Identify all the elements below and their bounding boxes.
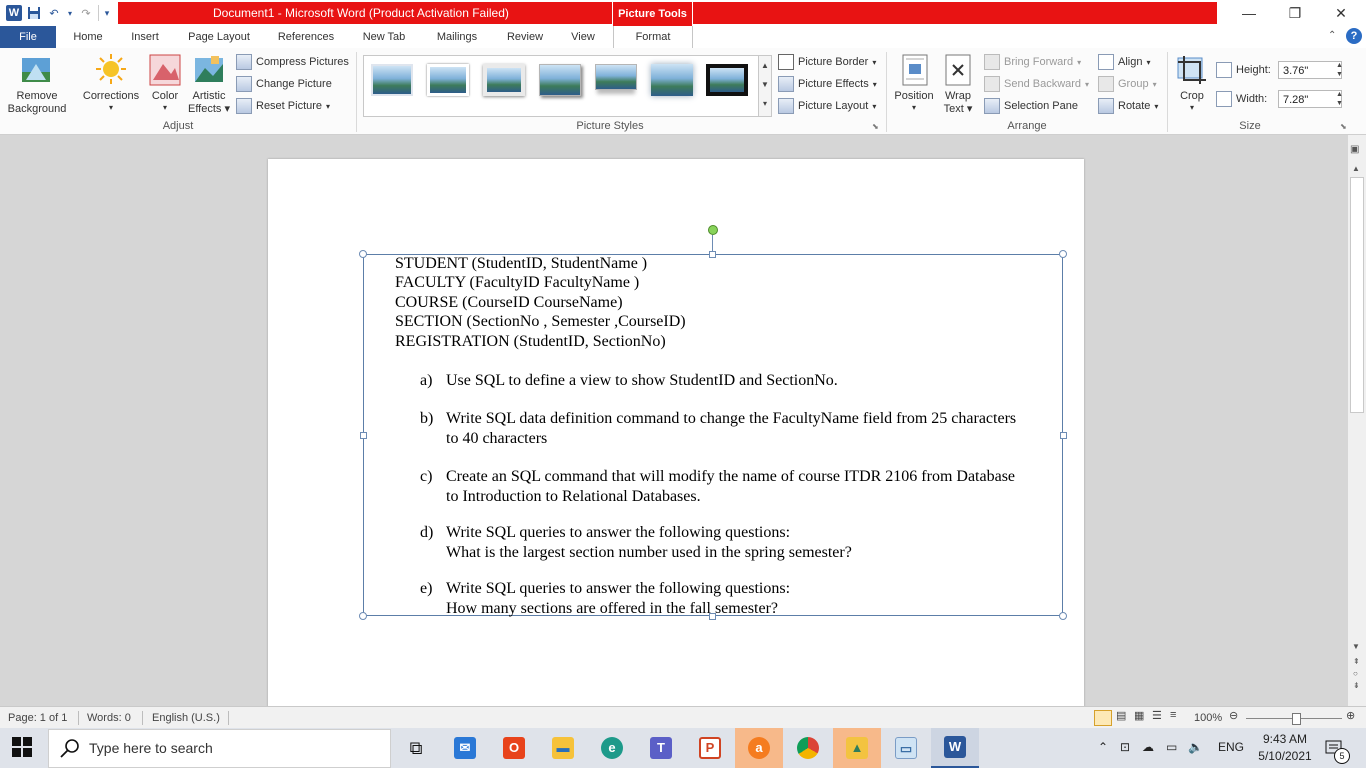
change-picture-button[interactable] <box>236 74 332 94</box>
compress-pictures-icon <box>236 54 252 70</box>
reset-picture-dropdown-icon: ▾ <box>326 101 331 111</box>
align-button[interactable] <box>1098 52 1150 72</box>
browse-object-icon[interactable]: ⇞ ○ ⇟ <box>1353 657 1360 690</box>
corrections-dropdown-icon: ▾ <box>108 103 113 112</box>
task-view-icon: ⧉ <box>409 737 423 758</box>
crop-label: Crop <box>1180 90 1204 102</box>
status-separator <box>228 711 229 725</box>
picture-tools-context-label: Picture Tools <box>613 2 692 26</box>
full-screen-reading-icon[interactable]: ▤ <box>1116 710 1127 722</box>
language-indicator[interactable]: English (U.S.) <box>152 712 220 724</box>
reset-picture-button[interactable] <box>236 96 330 116</box>
resize-handle-bottom-right[interactable] <box>1059 612 1067 620</box>
picture-style-thumbnail[interactable] <box>483 64 525 96</box>
artistic-effects-icon <box>193 54 225 86</box>
schema-line-registration: REGISTRATION (StudentID, SectionNo) <box>395 333 666 350</box>
selection-pane-label: Selection Pane <box>1004 100 1078 112</box>
group-label: Group <box>1118 78 1149 90</box>
group-separator <box>356 52 357 132</box>
group-separator <box>886 52 887 132</box>
question-label: b) <box>420 410 434 427</box>
position-label: Position <box>894 90 934 102</box>
word-app-icon[interactable]: W <box>6 5 22 21</box>
scroll-down-icon[interactable]: ▼ <box>1352 642 1360 651</box>
taskbar-app-photos[interactable] <box>833 728 881 768</box>
network-icon[interactable]: ⊡ <box>1120 740 1131 754</box>
question-text: Use SQL to define a view to show StudentID and SectionNo. <box>446 372 838 389</box>
picture-effects-label: Picture Effects <box>798 78 869 90</box>
rotate-icon <box>1098 98 1114 114</box>
width-control <box>1216 89 1267 109</box>
selection-pane-icon <box>984 98 1000 114</box>
restore-button[interactable]: ❐ <box>1288 5 1302 21</box>
tab-insert[interactable]: Insert <box>131 31 159 43</box>
align-dropdown-icon: ▾ <box>1146 57 1151 67</box>
quick-access-toolbar <box>0 0 115 26</box>
tab-new-tab[interactable]: New Tab <box>362 31 406 43</box>
word-count[interactable]: Words: 0 <box>87 712 131 724</box>
change-picture-icon <box>236 76 252 92</box>
width-icon <box>1216 91 1232 107</box>
undo-dropdown-icon[interactable]: ▾ <box>67 8 72 18</box>
mail-icon: ✉ <box>454 737 476 759</box>
resize-handle-top-left[interactable] <box>359 250 367 258</box>
height-spinner-icon[interactable]: ▲ ▼ <box>1336 62 1343 78</box>
crop-dropdown-icon: ▾ <box>1189 103 1194 112</box>
windows-start-icon[interactable] <box>12 737 32 760</box>
picture-border-icon <box>778 54 794 70</box>
close-button[interactable]: ✕ <box>1335 5 1347 21</box>
zoom-out-icon[interactable]: ⊖ <box>1229 710 1239 722</box>
task-view-button[interactable] <box>392 728 440 768</box>
picture-style-thumbnail[interactable] <box>595 64 637 90</box>
bring-forward-button[interactable] <box>984 52 1081 72</box>
picture-style-thumbnail[interactable] <box>371 64 413 96</box>
clock-date: 5/10/2021 <box>1258 749 1312 763</box>
draft-view-icon[interactable]: ≡ <box>1170 709 1177 721</box>
wrap-text-label-text: Text <box>943 103 964 115</box>
picture-styles-group-label: Picture Styles <box>576 120 644 132</box>
picture-layout-label: Picture Layout <box>798 100 869 112</box>
schema-line-section: SECTION (SectionNo , Semester ,CourseID) <box>395 313 686 330</box>
battery-icon[interactable]: ▭ <box>1166 740 1178 754</box>
arrange-group-label: Arrange <box>1007 120 1047 132</box>
schema-line-course: COURSE (CourseID CourseName) <box>395 294 623 311</box>
rotate-dropdown-icon: ▾ <box>1154 101 1159 111</box>
taskbar-app-powerpoint[interactable] <box>686 728 734 768</box>
input-language[interactable]: ENG <box>1218 740 1245 754</box>
remove-background-label-line1: Remove <box>16 90 58 102</box>
scroll-up-icon[interactable]: ▲ <box>1352 164 1360 173</box>
taskbar-app-file-explorer[interactable] <box>539 728 587 768</box>
height-label: Height: <box>1236 64 1271 76</box>
picture-effects-button[interactable] <box>778 74 877 94</box>
picture-effects-icon <box>778 76 794 92</box>
taskbar-clock[interactable] <box>1252 731 1318 765</box>
zoom-slider-thumb[interactable] <box>1292 713 1301 725</box>
bring-forward-label: Bring Forward <box>1004 56 1074 68</box>
send-backward-icon <box>984 76 1000 92</box>
edge-icon: e <box>601 737 623 759</box>
group-separator <box>1167 52 1168 132</box>
align-icon <box>1098 54 1114 70</box>
tab-review[interactable]: Review <box>506 31 544 43</box>
send-backward-label: Send Backward <box>1004 78 1082 90</box>
word-icon: W <box>944 736 966 758</box>
wrap-text-icon <box>942 54 974 86</box>
tab-references[interactable]: References <box>277 31 335 43</box>
group-button[interactable] <box>1098 74 1157 94</box>
selection-pane-button[interactable] <box>984 96 1078 116</box>
wrap-text-label-line2: Text ▾ <box>943 103 973 115</box>
question-text: Write SQL data definition command to change the FacultyName field from 25 characters <box>446 410 1017 427</box>
resize-handle-top-right[interactable] <box>1059 250 1067 258</box>
clock-time: 9:43 AM <box>1262 732 1308 746</box>
collapse-ribbon-icon[interactable]: ⌃ <box>1328 30 1337 41</box>
resize-handle-bottom-left[interactable] <box>359 612 367 620</box>
color-label: Color <box>151 90 179 102</box>
question-text: to Introduction to Relational Databases. <box>446 488 701 505</box>
resize-handle-right[interactable] <box>1060 432 1067 439</box>
size-dialog-launcher-icon[interactable]: ⬊ <box>1340 122 1347 131</box>
height-icon <box>1216 62 1232 78</box>
taskbar-search-box[interactable]: Type here to search <box>48 729 391 768</box>
width-label: Width: <box>1236 93 1268 105</box>
picture-effects-dropdown-icon: ▾ <box>872 79 877 89</box>
picture-border-dropdown-icon: ▾ <box>872 57 877 67</box>
tab-mailings[interactable]: Mailings <box>436 31 478 43</box>
status-bar <box>0 706 1366 729</box>
redo-icon[interactable]: ↷ <box>81 7 91 20</box>
outline-view-icon[interactable]: ☰ <box>1152 710 1162 722</box>
reset-picture-icon <box>236 98 252 114</box>
tab-view[interactable]: View <box>571 31 595 43</box>
tab-home[interactable]: Home <box>73 31 103 43</box>
picture-border-button[interactable] <box>778 52 876 72</box>
rotation-handle[interactable] <box>708 225 718 235</box>
question-text: Write SQL queries to answer the following questions: <box>446 524 791 541</box>
photos-icon: ▲ <box>846 737 868 759</box>
avast-icon: a <box>748 737 770 759</box>
send-backward-dropdown-icon: ▾ <box>1085 79 1090 89</box>
notification-badge: 5 <box>1334 748 1350 764</box>
page-count[interactable]: Page: 1 of 1 <box>8 712 68 724</box>
file-explorer-icon: ▬ <box>552 737 574 759</box>
picture-border-label: Picture Border <box>798 56 869 68</box>
powerpoint-icon: P <box>699 737 721 759</box>
rotate-button[interactable] <box>1098 96 1158 116</box>
resize-handle-top[interactable] <box>709 251 716 258</box>
artistic-effects-label-line1: Artistic <box>192 90 226 102</box>
change-picture-label: Change Picture <box>256 78 332 90</box>
position-dropdown-icon: ▾ <box>911 103 916 112</box>
artistic-effects-label-text: Effects <box>187 103 222 115</box>
compress-pictures-label: Compress Pictures <box>256 56 349 68</box>
zoom-level[interactable]: 100% <box>1194 712 1223 724</box>
customize-qat-icon[interactable]: ▾ <box>98 5 115 21</box>
scrollbar-thumb[interactable] <box>1350 177 1364 413</box>
paint-icon: ▭ <box>895 737 917 759</box>
status-separator <box>142 711 143 725</box>
question-text: Write SQL queries to answer the following questions: <box>446 580 791 597</box>
web-layout-icon[interactable]: ▦ <box>1134 710 1145 722</box>
taskbar-app-teams[interactable] <box>637 728 685 768</box>
align-label: Align <box>1118 56 1143 68</box>
search-icon <box>60 738 80 761</box>
position-icon <box>899 54 931 86</box>
picture-style-thumbnail[interactable] <box>539 64 581 96</box>
taskbar-app-paint[interactable] <box>882 728 930 768</box>
taskbar-app-avast[interactable] <box>735 728 783 768</box>
height-input[interactable]: 3.76" <box>1278 61 1342 79</box>
height-control <box>1216 60 1271 80</box>
crop-icon <box>1176 54 1208 86</box>
color-icon <box>149 54 181 86</box>
office-icon: O <box>503 737 525 759</box>
undo-icon[interactable]: ↶ <box>49 7 59 20</box>
taskbar-app-mail[interactable] <box>441 728 489 768</box>
print-layout-view-icon[interactable] <box>1094 710 1112 726</box>
rotate-label: Rotate <box>1118 100 1151 112</box>
color-dropdown-icon: ▾ <box>162 103 167 112</box>
zoom-in-icon[interactable]: ⊕ <box>1346 710 1356 722</box>
question-label: a) <box>420 372 433 389</box>
chrome-icon <box>797 737 819 759</box>
tab-format[interactable]: Format <box>613 26 693 49</box>
sun-icon <box>95 53 127 85</box>
taskbar-app-office[interactable] <box>490 728 538 768</box>
picture-style-thumbnail[interactable] <box>651 64 693 96</box>
save-icon[interactable] <box>26 5 42 21</box>
taskbar-app-chrome[interactable] <box>784 728 832 768</box>
question-label: c) <box>420 468 433 485</box>
width-spinner-icon[interactable]: ▲ ▼ <box>1336 91 1343 107</box>
picture-style-thumbnail-selected[interactable] <box>706 64 748 96</box>
show-hidden-icons[interactable]: ⌃ <box>1098 740 1109 754</box>
tab-page-layout[interactable]: Page Layout <box>188 31 250 43</box>
taskbar-app-word[interactable] <box>931 728 979 768</box>
window-title: Document1 - Microsoft Word (Product Activation Failed) <box>118 2 612 24</box>
onedrive-icon[interactable]: ☁ <box>1142 740 1154 754</box>
question-label: e) <box>420 580 433 597</box>
artistic-effects-label-line2: Effects ▾ <box>187 103 230 115</box>
question-text: to 40 characters <box>446 430 548 447</box>
size-group-label: Size <box>1239 120 1261 132</box>
adjust-group-label: Adjust <box>162 120 194 132</box>
send-backward-button[interactable] <box>984 74 1089 94</box>
teams-icon: T <box>650 737 672 759</box>
title-bar-fill <box>693 2 1217 24</box>
bring-forward-icon <box>984 54 1000 70</box>
resize-handle-left[interactable] <box>360 432 367 439</box>
help-icon[interactable]: ? <box>1346 28 1362 44</box>
picture-layout-button[interactable] <box>778 96 876 116</box>
schema-line-student: STUDENT (StudentID, StudentName ) <box>395 255 648 272</box>
status-separator <box>78 711 79 725</box>
group-dropdown-icon: ▾ <box>1152 79 1157 89</box>
compress-pictures-button[interactable] <box>236 52 349 72</box>
question-text: What is the largest section number used in the spring semester? <box>446 544 852 561</box>
remove-background-label-line2: Background <box>7 103 67 115</box>
corrections-label: Corrections <box>82 90 140 102</box>
picture-layout-icon <box>778 98 794 114</box>
ruler-toggle-icon[interactable]: ▣ <box>1350 144 1360 155</box>
remove-background-icon <box>20 54 52 86</box>
width-input[interactable]: 7.28" <box>1278 90 1342 108</box>
question-label: d) <box>420 524 434 541</box>
wrap-text-label-line1: Wrap <box>944 90 972 102</box>
minimize-button[interactable]: — <box>1242 5 1256 21</box>
schema-line-faculty: FACULTY (FacultyID FacultyName ) <box>395 274 640 291</box>
bring-forward-dropdown-icon: ▾ <box>1077 57 1082 67</box>
tab-file[interactable]: File <box>0 26 56 48</box>
picture-style-thumbnail[interactable] <box>427 64 469 96</box>
question-text: Create an SQL command that will modify the name of course ITDR 2106 from Database <box>446 468 1016 485</box>
picture-layout-dropdown-icon: ▾ <box>872 101 877 111</box>
group-icon <box>1098 76 1114 92</box>
taskbar-app-edge[interactable] <box>588 728 636 768</box>
reset-picture-label: Reset Picture <box>256 100 323 112</box>
picture-styles-gallery <box>363 55 761 117</box>
gallery-scroll[interactable]: ▲ ▼ ▾ <box>758 55 772 117</box>
volume-icon[interactable]: 🔈 <box>1188 740 1203 754</box>
question-text: How many sections are offered in the fall semester? <box>446 600 779 617</box>
dialog-launcher-icon[interactable]: ⬊ <box>872 122 879 131</box>
